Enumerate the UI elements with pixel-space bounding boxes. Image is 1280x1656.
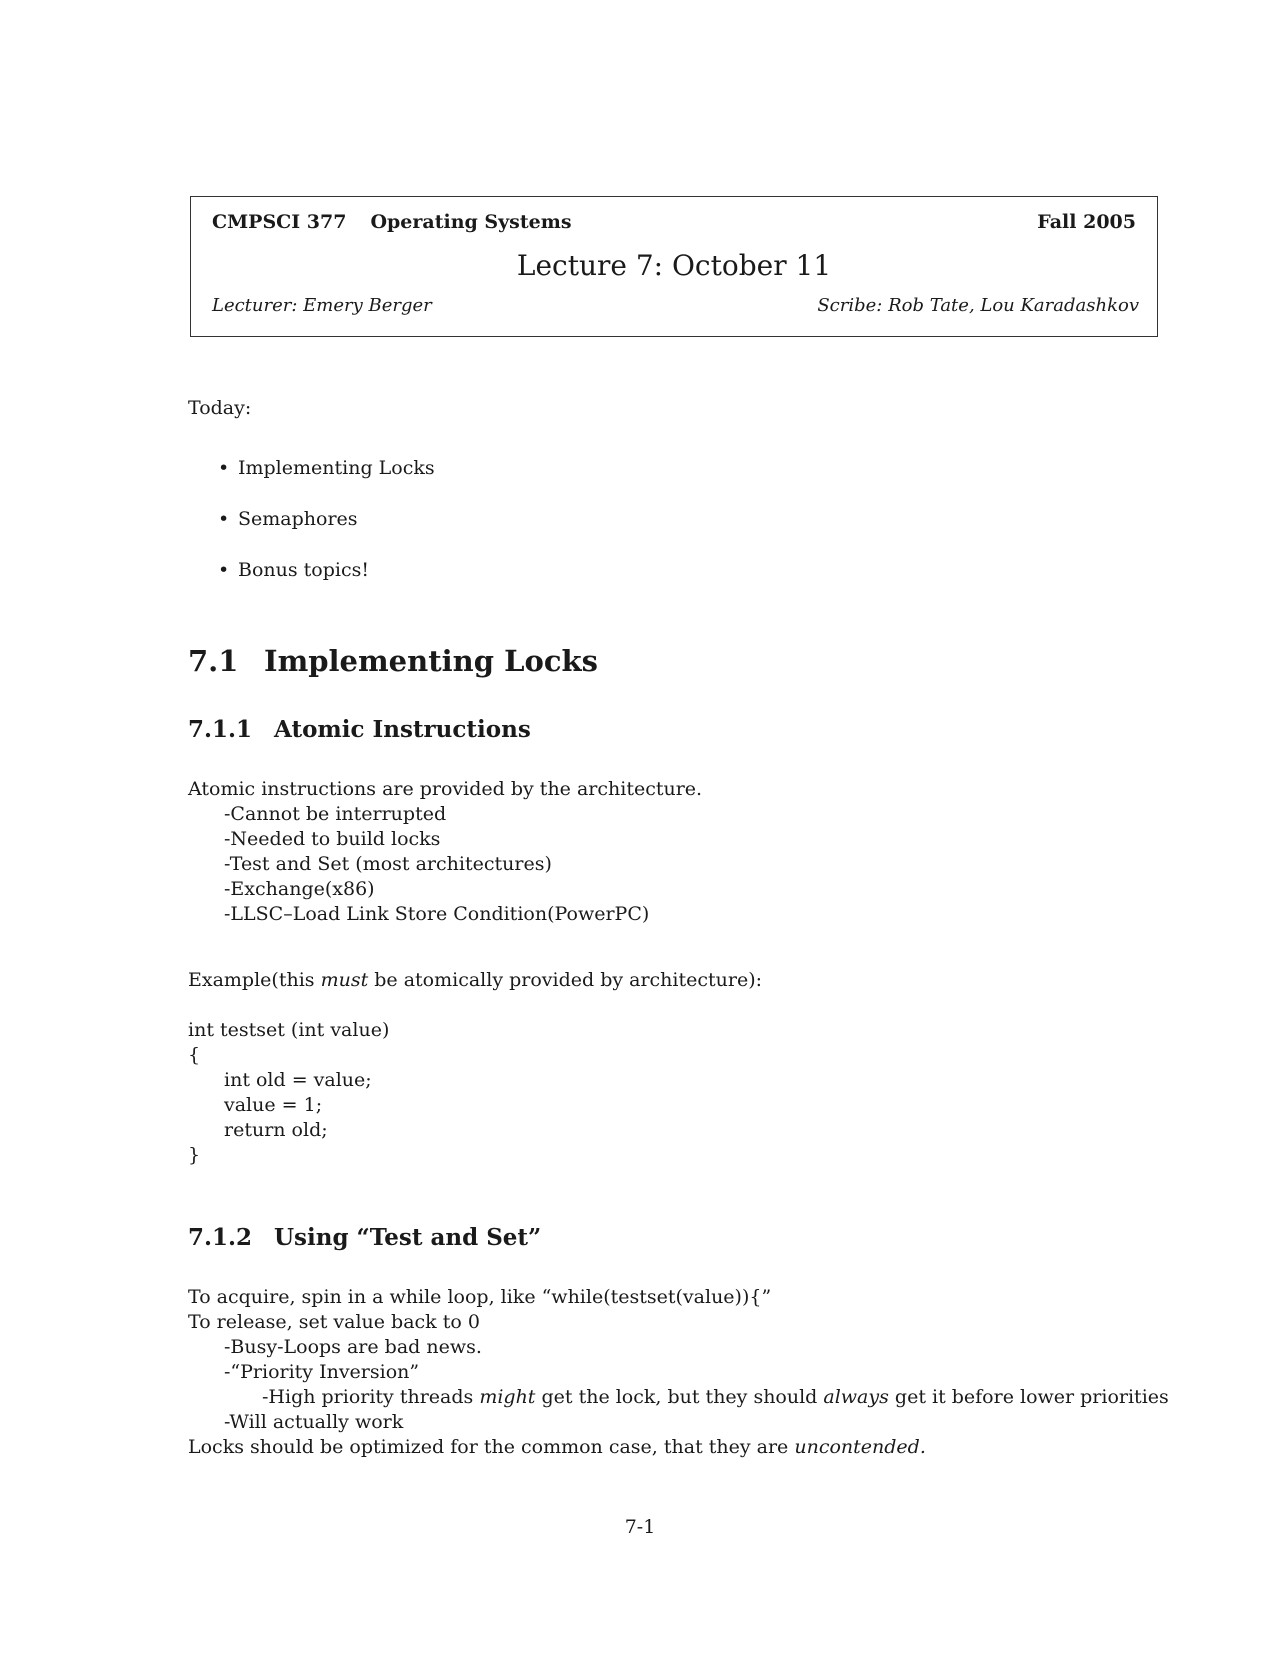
section-number: 7.1	[188, 644, 239, 678]
list-item: -Test and Set (most architectures)	[224, 853, 552, 875]
code-line: }	[188, 1144, 201, 1166]
code-line: int old = value;	[224, 1069, 372, 1091]
agenda-item	[218, 507, 358, 532]
agenda-item	[218, 456, 435, 481]
agenda-item-text: Bonus topics!	[238, 559, 370, 581]
list-item: -Cannot be interrupted	[224, 803, 447, 825]
paragraph: To acquire, spin in a while loop, like “while(testset(value)){”	[188, 1286, 772, 1308]
bullet-icon: •	[218, 559, 230, 581]
lecture-title: Lecture 7: October 11	[516, 249, 832, 282]
subsection-number: 7.1.1	[188, 716, 253, 743]
text-run: get the lock, but they should	[535, 1386, 824, 1408]
text-run: Locks should be optimized for the common case, that they are	[188, 1436, 795, 1458]
list-item: -LLSC–Load Link Store Condition(PowerPC)	[224, 903, 650, 925]
text-run: get it before lower priorities	[888, 1386, 1169, 1408]
list-item: -Exchange(x86)	[224, 878, 375, 900]
list-item: -Busy-Loops are bad news.	[224, 1336, 482, 1358]
code-line: value = 1;	[224, 1094, 323, 1116]
section-heading	[188, 644, 598, 678]
bullet-icon: •	[218, 508, 230, 530]
course-code: CMPSCI 377	[212, 211, 347, 233]
list-item	[262, 1385, 1169, 1410]
code-line: int testset (int value)	[188, 1019, 390, 1041]
agenda-item	[218, 558, 369, 583]
list-item: -Will actually work	[224, 1411, 404, 1433]
text-run: -High priority threads	[262, 1386, 480, 1408]
emphasis: uncontended.	[794, 1436, 926, 1458]
paragraph	[188, 968, 762, 993]
course-line	[212, 211, 572, 233]
today-label: Today:	[188, 397, 252, 419]
bullet-icon: •	[218, 457, 230, 479]
emphasis: might	[479, 1386, 536, 1408]
code-line: return old;	[224, 1119, 328, 1141]
text-run: Example(this	[188, 969, 321, 991]
emphasis: always	[823, 1386, 889, 1408]
paragraph	[188, 1435, 926, 1460]
lecture-header-box	[190, 196, 1158, 337]
subsection-heading	[188, 1224, 541, 1251]
section-title: Implementing Locks	[264, 644, 598, 678]
course-name: Operating Systems	[370, 211, 572, 233]
term: Fall 2005	[1037, 211, 1136, 233]
scribe: Scribe: Rob Tate, Lou Karadashkov	[817, 295, 1139, 316]
paragraph: To release, set value back to 0	[188, 1311, 480, 1333]
page-number: 7-1	[624, 1516, 656, 1538]
list-item: -Needed to build locks	[224, 828, 441, 850]
subsection-title: Atomic Instructions	[274, 716, 531, 743]
subsection-title: Using “Test and Set”	[274, 1224, 542, 1251]
code-line: {	[188, 1044, 201, 1066]
agenda-item-text: Semaphores	[238, 508, 358, 530]
lecturer: Lecturer: Emery Berger	[212, 295, 432, 316]
paragraph: Atomic instructions are provided by the architecture.	[188, 778, 703, 800]
list-item: -“Priority Inversion”	[224, 1361, 420, 1383]
agenda-item-text: Implementing Locks	[238, 457, 435, 479]
text-run: be atomically provided by architecture):	[368, 969, 763, 991]
emphasis: must	[320, 969, 369, 991]
subsection-number: 7.1.2	[188, 1224, 253, 1251]
subsection-heading	[188, 716, 531, 743]
